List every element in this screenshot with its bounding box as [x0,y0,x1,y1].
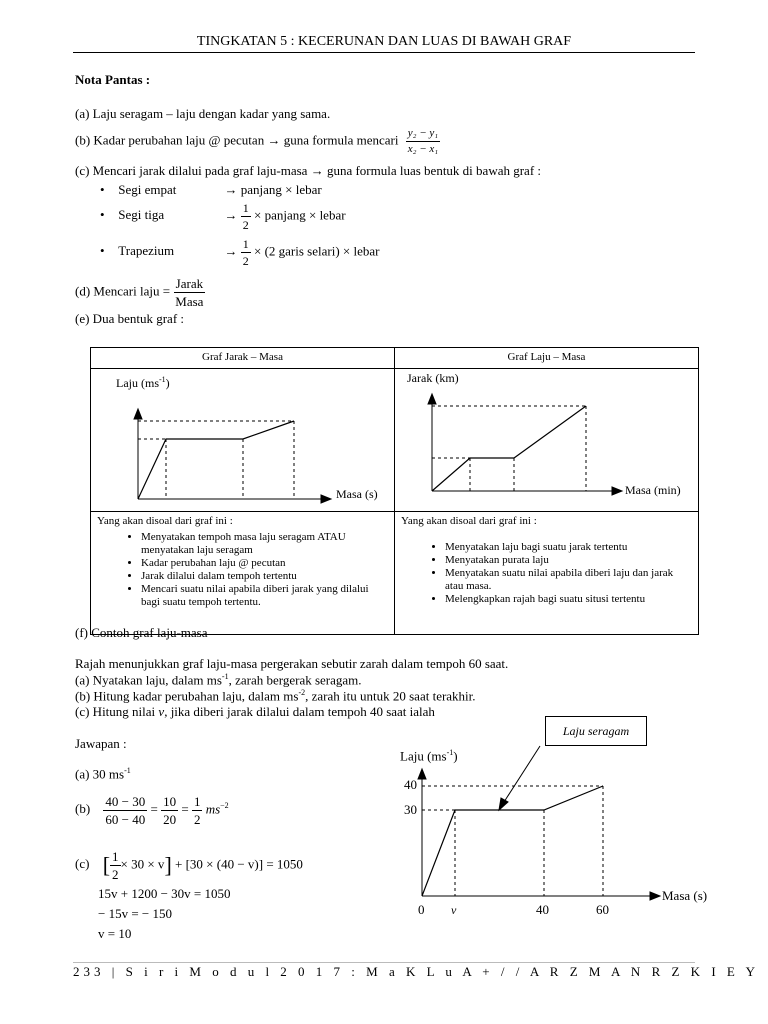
list2-title: Yang akan disoal dari graf ini : [401,515,537,527]
speed-numerator: Jarak [175,276,204,291]
qa-sup: -1 [221,672,229,681]
x-arrow [612,487,622,495]
nota-title: Nota Pantas : [75,72,151,87]
shape-formula-rest: × panjang × lebar [254,207,346,223]
shape-name: Segi empat [118,182,177,197]
x-arrow [321,495,331,503]
graph2-xlabel: Masa (min) [625,483,681,497]
ylabel-end: ) [165,376,170,390]
note-b-numerator: y₂ − y₁ [406,128,440,142]
shape-rectangle: • Segi empat → panjang × lebar [100,182,322,197]
question-intro: Rajah menunjukkan graf laju-masa pergerakan sebutir zarah dalam tempoh 60 saat. [75,656,509,671]
frac-num: 10 [163,794,177,809]
ans-b-label: (b) [75,801,91,817]
list-item: • Menyatakan laju bagi suatu jarak tertentu [445,541,692,554]
x-tick-0: 0 [418,902,425,917]
question-c [75,704,435,720]
frac-num: 1 [112,849,119,864]
graph1-xlabel: Masa (s) [336,487,378,501]
graph-comparison-table [90,347,699,635]
frac-num: 1 [242,201,249,215]
frac-num: 40 − 30 [105,794,146,809]
graph1-line [138,421,294,499]
graph2-ylabel: Jarak (km) [407,371,459,385]
ans-c-part1: × 30 × v [120,856,165,872]
frac-num: 1 [242,237,249,251]
shape-formula-rest: × (2 garis selari) × lebar [254,243,380,259]
note-d [75,277,205,308]
y-arrow [428,394,436,404]
y-tick-40: 40 [404,777,417,792]
example-xlabel: Masa (s) [662,888,708,903]
note-d-text: (d) Mencari laju = [75,283,171,299]
ans-a-text: (a) 30 ms [75,766,125,782]
half-fraction [241,202,251,231]
qb-sup: -2 [298,688,306,697]
qc-pre: (c) Hitung nilai [75,704,159,719]
answer-c-line4: v = 10 [98,926,132,941]
note-b-denominator: x₂ − x₁ [407,143,439,155]
qa-post: , zarah bergerak seragam. [228,672,362,688]
header-rule [73,52,695,53]
graph1-cell [91,369,395,512]
note-a: (a) Laju seragam – laju dengan kadar yang sama. [75,106,331,121]
ylabel-sup: -1 [159,375,166,384]
callout-box: Laju seragam [545,716,647,746]
list1-title: Yang akan disoal dari graf ini : [97,515,233,527]
ans-b-frac1 [103,795,147,826]
frac-den: 60 − 40 [105,812,146,827]
answer-c-line3: − 15v = − 150 [98,906,172,921]
ylabel-sup: -1 [446,748,454,757]
list-item: • Menyatakan tempoh masa laju seragam ATAU menyatakan laju seragam [141,531,388,557]
note-b-text: (b) Kadar perubahan laju @ pecutan → guna formula mencari [75,132,399,148]
frac-den: 2 [193,812,201,827]
shape-triangle: • Segi tiga → $\frac{1}{2}$ × panjang × lebar [100,201,346,232]
ans-b-unit: ms [205,801,221,817]
note-e: (e) Dua bentuk graf : [75,311,185,326]
list-item: • Mencari suatu nilai apabila diberi jarak yang dilalui bagi suatu tempoh tertentu. [141,583,388,609]
list-item: • Kadar perubahan laju @ pecutan [141,557,388,570]
shape-trapezium: • Trapezium → $\frac{1}{2}$ × (2 garis selari) × lebar [100,237,380,268]
speed-denominator: Masa [175,294,204,309]
qc-post: , jika diberi jarak dilalui dalam tempoh 40 saat ialah [164,704,435,719]
callout-arrow-head [499,798,508,810]
answer-c-line2: 15v + 1200 − 30v = 1050 [98,886,231,901]
ans-c-part2: + [30 × (40 − v)] = 1050 [175,856,303,872]
speed-line [422,786,603,896]
ylabel-text: Laju (ms [116,376,159,390]
x-arrow [650,892,660,900]
ans-c-label: (c) [75,856,90,872]
answer-a [75,766,131,782]
frac-den: 2 [242,218,249,232]
page-footer: 233 | S i r i M o d u l 2 0 1 7 : M a K L u A + / / A R Z M A N R Z K I E Y [73,964,759,979]
frac-den: 2 [242,254,249,268]
shape-name: Segi tiga [118,207,165,223]
list1-cell [91,512,395,635]
note-b [75,128,440,155]
answer-b: (b) $\frac{40 - 30}{60 - 40}$ = $\frac{10}{20}$ = $\frac{1}{2}$ $ms^{-2}$ [75,794,229,827]
speed-fraction [173,277,205,308]
col1-title: Graf Jarak – Masa [91,348,395,369]
question-a [75,672,362,688]
ans-c-half [110,850,121,881]
answer-c-line1: (c) [ $\frac{1}{2}$ × 30 × v] + [30 × (40 − v)] = 1050 [75,849,303,882]
ans-b-frac2 [161,795,178,826]
half-fraction [241,238,251,267]
frac-den: 2 [112,867,119,882]
list-item: • Jarak dilalui dalam tempoh tertentu [141,570,388,583]
note-c: (c) Mencari jarak dilalui pada graf laju-masa → guna formula luas bentuk di bawah graf : [75,163,542,178]
x-tick-40: 40 [536,902,549,917]
frac-num: 1 [193,794,201,809]
section-f-title: (f) Contoh graf laju-masa [75,625,208,640]
qa-pre: (a) Nyatakan laju, dalam ms [75,672,222,688]
shape-formula: → [224,243,238,259]
col2-title: Graf Laju – Masa [395,348,699,369]
page-header: TINGKATAN 5 : KECERUNAN DAN LUAS DI BAWAH GRAF [196,34,572,49]
qb-post: , zarah itu untuk 20 saat terakhir. [305,688,476,704]
x-tick-v: v [451,903,457,917]
question-b [75,688,476,704]
qb-pre: (b) Hitung kadar perubahan laju, dalam ms [75,688,299,704]
frac-den: 20 [163,812,177,827]
list-item: • Melengkapkan rajah bagi suatu situsi tertentu [445,593,692,606]
ans-b-frac3 [192,795,203,826]
list2-cell [395,512,699,635]
ylabel-text: Laju (ms [400,748,447,764]
list-item: • Menyatakan suatu nilai apabila diberi laju dan jarak atau masa. [445,567,692,593]
y-arrow [134,409,142,419]
list1 [97,531,388,609]
ans-b-unit-sup: −2 [220,801,229,811]
graph2-line [432,406,586,491]
answer-title: Jawapan : [75,736,127,751]
list-item: • Menyatakan purata laju [445,554,692,567]
y-tick-30: 30 [404,802,417,817]
note-b-fraction [406,128,440,155]
ylabel-end: ) [453,748,458,764]
shape-formula: → panjang × lebar [224,182,322,197]
list2 [401,541,692,606]
footer-rule [73,962,695,963]
qc-var: v [158,704,165,719]
x-tick-60: 60 [596,902,609,917]
shape-formula: → [224,207,238,223]
y-arrow [418,769,426,779]
callout-arrow-line [504,746,540,802]
ans-a-sup: -1 [124,766,131,775]
shape-name: Trapezium [118,243,175,259]
graph2-cell [395,369,699,512]
